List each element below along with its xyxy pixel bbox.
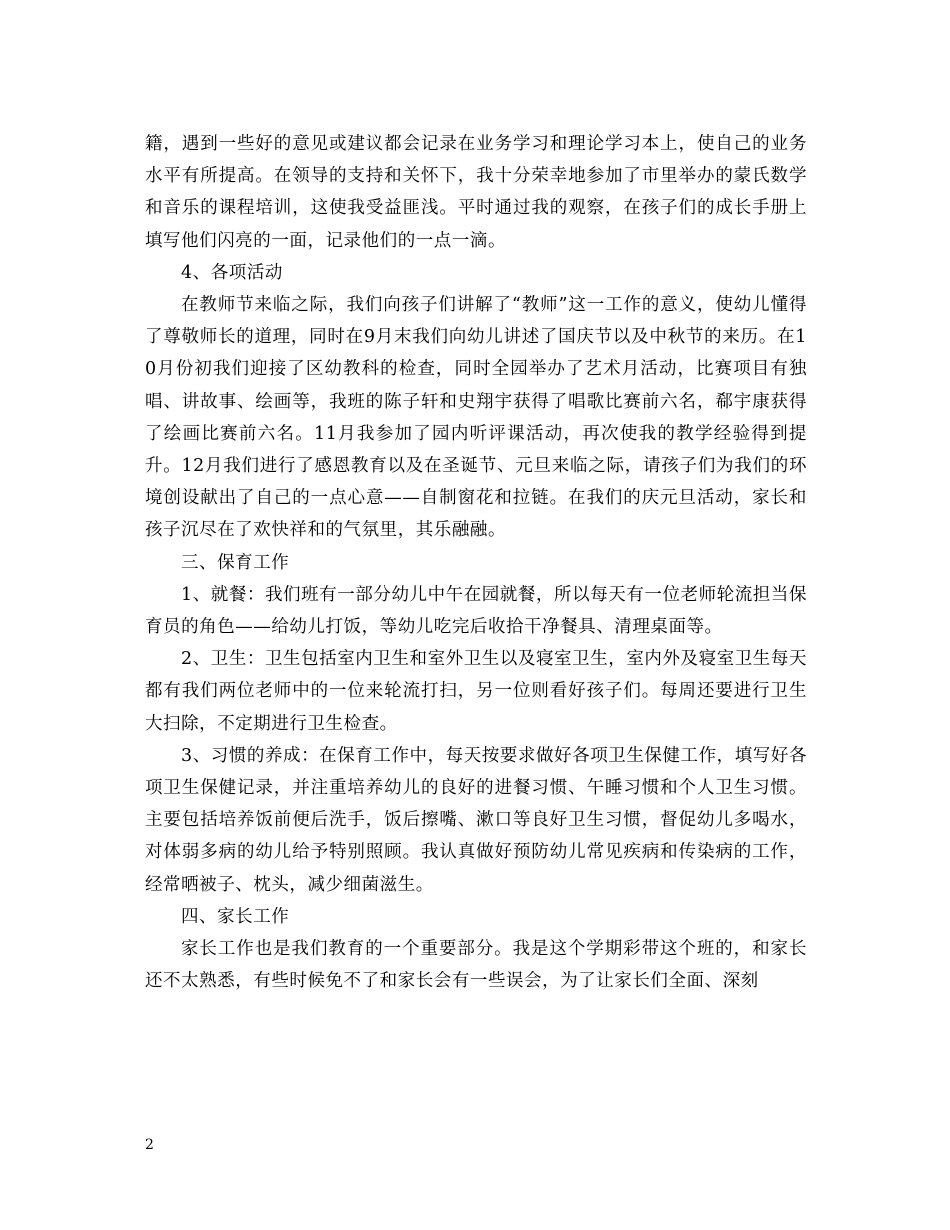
- paragraph-parent-work: 家长工作也是我们教育的一个重要部分。我是这个学期彩带这个班的，和家长还不太熟悉，有些时候免不了和家长会有一些误会，为了让家长们全面、深刻: [145, 939, 807, 992]
- paragraph-1: 籍，遇到一些好的意见或建议都会记录在业务学习和理论学习本上，使自己的业务水平有所提高。在领导的支持和关怀下，我十分荣幸地参加了市里举办的蒙氏数学和音乐的课程培训，这使我受益匪浅。平时通过我的观察，在孩子们的成长手册上填写他们闪亮的一面，记录他们的一点一滴。: [145, 134, 807, 251]
- document-body: [145, 128, 807, 997]
- paragraph-hygiene: 2、卫生：卫生包括室内卫生和室外卫生以及寝室卫生，室内外及寝室卫生每天都有我们两位老师中的一位来轮流打扫，另一位则看好孩子们。每周还要进行卫生大扫除，不定期进行卫生检查。: [145, 649, 807, 734]
- paragraph-activities: 在教师节来临之际，我们向孩子们讲解了“教师”这一工作的意义，使幼儿懂得了尊敬师长的道理，同时在9月末我们向幼儿讲述了国庆节以及中秋节的来历。在10月份初我们迎接了区幼教科的检查，同时全园举办了艺术月活动，比赛项目有独唱、讲故事、绘画等，我班的陈子轩和史翔宇获得了唱歌比赛前六名，郗宇康获得了绘画比赛前六名。11月我参加了园内听评课活动，再次使我的教学经验得到提升。12月我们进行了感恩教育以及在圣诞节、元旦来临之际，请孩子们为我们的环境创设献出了自己的一点心意——自制窗花和拉链。在我们的庆元旦活动，家长和孩子沉尽在了欢快祥和的气氛里，其乐融融。: [145, 295, 807, 541]
- paragraph-habits: 3、习惯的养成：在保育工作中，每天按要求做好各项卫生保健工作，填写好各项卫生保健记录，并注重培养幼儿的良好的进餐习惯、午睡习惯和个人卫生习惯。主要包括培养饭前便后洗手，饭后擦嘴、漱口等良好卫生习惯，督促幼儿多喝水，对体弱多病的幼儿给予特别照顾。我认真做好预防幼儿常见疾病和传染病的工作，经常晒被子、枕头，减少细菌滋生。: [145, 745, 807, 895]
- heading-activities: 4、各项活动: [181, 262, 283, 283]
- heading-childcare-work: 三、保育工作: [181, 552, 290, 573]
- paragraph-dining: 1、就餐：我们班有一部分幼儿中午在园就餐，所以每天有一位老师轮流担当保育员的角色——给幼儿打饭，等幼儿吃完后收拾干净餐具、清理桌面等。: [145, 584, 807, 638]
- heading-parent-work: 四、家长工作: [181, 906, 290, 927]
- page-number: 2: [145, 1137, 154, 1153]
